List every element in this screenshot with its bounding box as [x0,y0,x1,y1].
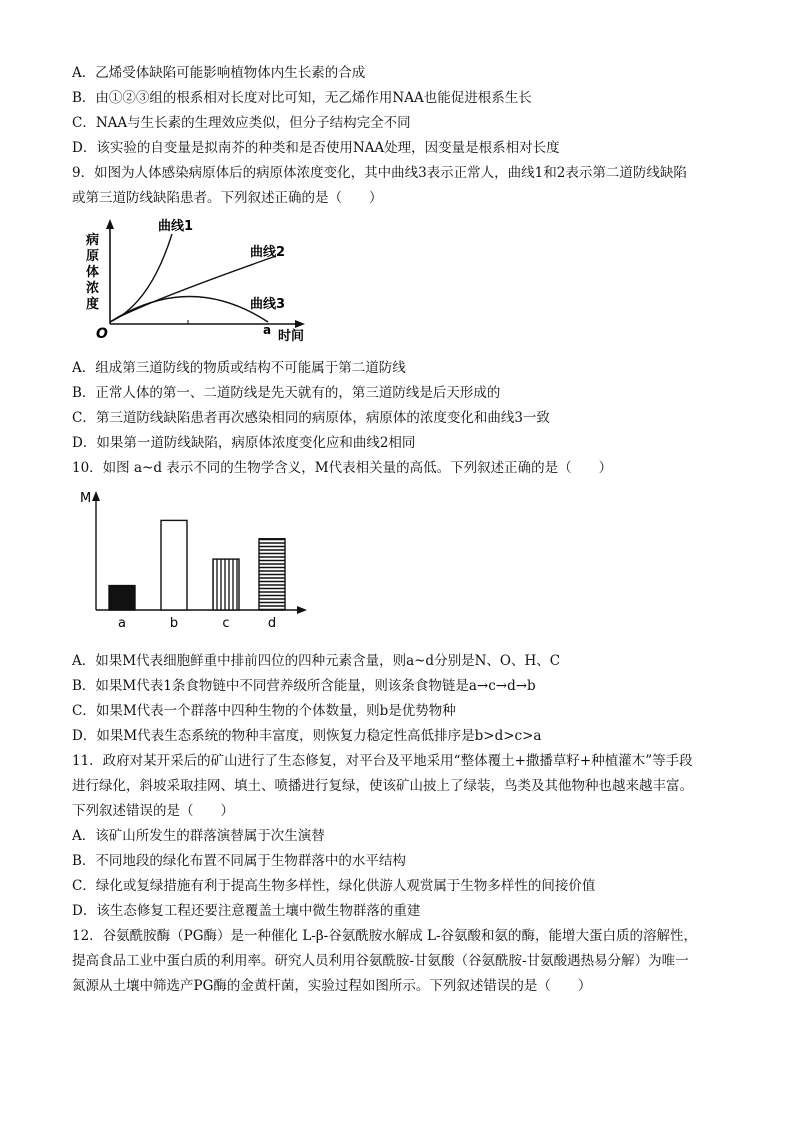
q11-stem-line-2: 进行绿化，斜坡采取挂网、填土、喷播进行复绿，使该矿山披上了绿装，鸟类及其他物种也越来越丰富。 [72,778,693,794]
q9-xlabel: 时间 [278,329,305,344]
q10-option-a: A．如果M代表细胞鲜重中排前四位的四种元素含量，则a~d分别是N、O、H、C [72,653,561,669]
q10-bar-b [161,520,187,610]
q9-x-axis-arrow [295,320,305,328]
q9-ylabel-char-1: 病 [86,233,100,248]
q9-option-b: B．正常人体的第一、二道防线是先天就有的，第三道防线是后天形成的 [72,385,501,401]
q10-stem-line-1: 10．如图 a~d 表示不同的生物学含义，M代表相关量的高低。下列叙述正确的是（ ） [72,460,613,476]
q9-option-a: A．组成第三道防线的物质或结构不可能属于第二道防线 [72,360,406,376]
q10-y-axis-arrow [92,491,100,501]
q8-option-d: D．该实验的自变量是拟南芥的种类和是否使用NAA处理，因变量是根系相对长度 [72,140,560,156]
q10-bar-d [259,539,285,610]
q9-ylabel-char-3: 体 [86,265,100,280]
q9-curve-figure [80,216,320,346]
q12-stem-line-3: 氮源从土壤中筛选产PG酶的金黄杆菌，实验过程如图所示。下列叙述错误的是（ ） [72,978,592,994]
q10-bar-a [109,586,135,610]
q11-stem-line-3: 下列叙述错误的是（ ） [72,803,234,819]
q8-option-b: B．由①②③组的根系相对长度对比可知，无乙烯作用NAA也能促进根系生长 [72,90,532,106]
q10-tick-label-b: b [169,616,179,631]
q10-option-c: C．如果M代表一个群落中四种生物的个体数量，则b是优势物种 [72,703,456,719]
q11-option-a: A．该矿山所发生的群落演替属于次生演替 [72,828,325,844]
q9-curve-2-label: 曲线2 [250,245,286,260]
q9-origin-label: O [96,326,108,342]
q8-option-c: C．NAA与生长素的生理效应类似，但分子结构完全不同 [72,115,411,131]
q9-curve-3-label: 曲线3 [250,297,286,312]
q11-stem-line-1: 11．政府对某开采后的矿山进行了生态修复，对平台及平地采用“整体覆土+撒播草籽+种植灌木”等手段 [72,753,693,769]
q10-option-b: B．如果M代表1条食物链中不同营养级所含能量，则该条食物链是a→c→d→b [72,678,536,694]
q9-ylabel-char-2: 原 [86,249,100,264]
q10-bar-chart [80,486,320,636]
q9-point-a-label: a [263,323,272,337]
q11-option-d: D．该生态修复工程还要注意覆盖土壤中微生物群落的重建 [72,903,421,919]
q10-tick-label-d: d [267,616,277,631]
q11-option-c: C．绿化或复绿措施有利于提高生物多样性，绿化供游人观赏属于生物多样性的间接价值 [72,878,596,894]
q9-stem-line-1: 9．如图为人体感染病原体后的病原体浓度变化，其中曲线3表示正常人，曲线1和2表示第二道防线缺陷 [72,165,687,181]
q8-option-a: A．乙烯受体缺陷可能影响植物体内生长素的合成 [72,65,366,81]
q10-ylabel: M [80,491,92,506]
q9-ylabel-char-5: 度 [86,297,100,312]
q10-option-d: D．如果M代表生态系统的物种丰富度，则恢复力稳定性高低排序是b>d>c>a [72,728,542,744]
q9-curve-1 [110,234,172,322]
q11-option-b: B．不同地段的绿化布置不同属于生物群落中的水平结构 [72,853,406,869]
q9-ylabel-char-4: 浓 [86,281,100,296]
q10-bar-c [213,559,239,610]
q12-stem-line-1: 12．谷氨酰胺酶（PG酶）是一种催化 L-β-谷氨酰胺水解成 L-谷氨酸和氨的酶，能增大蛋白质的溶解性， [72,928,698,944]
q9-stem-line-2: 或第三道防线缺陷患者。下列叙述正确的是（ ） [72,190,383,206]
q9-option-c: C．第三道防线缺陷患者再次感染相同的病原体，病原体的浓度变化和曲线3一致 [72,410,550,426]
q9-y-axis-arrow [106,219,114,229]
q10-tick-label-c: c [222,616,230,631]
q9-curve-1-label: 曲线1 [158,219,194,234]
q10-tick-label-a: a [118,616,126,631]
q10-x-axis-arrow [297,606,307,614]
q9-option-d: D．如果第一道防线缺陷，病原体浓度变化应和曲线2相同 [72,435,416,451]
q9-curve-3 [110,297,268,323]
q12-stem-line-2: 提高食品工业中蛋白质的利用率。研究人员利用谷氨酰胺-甘氨酸（谷氨酰胺-甘氨酸遇热易分解）为唯一 [72,953,689,969]
